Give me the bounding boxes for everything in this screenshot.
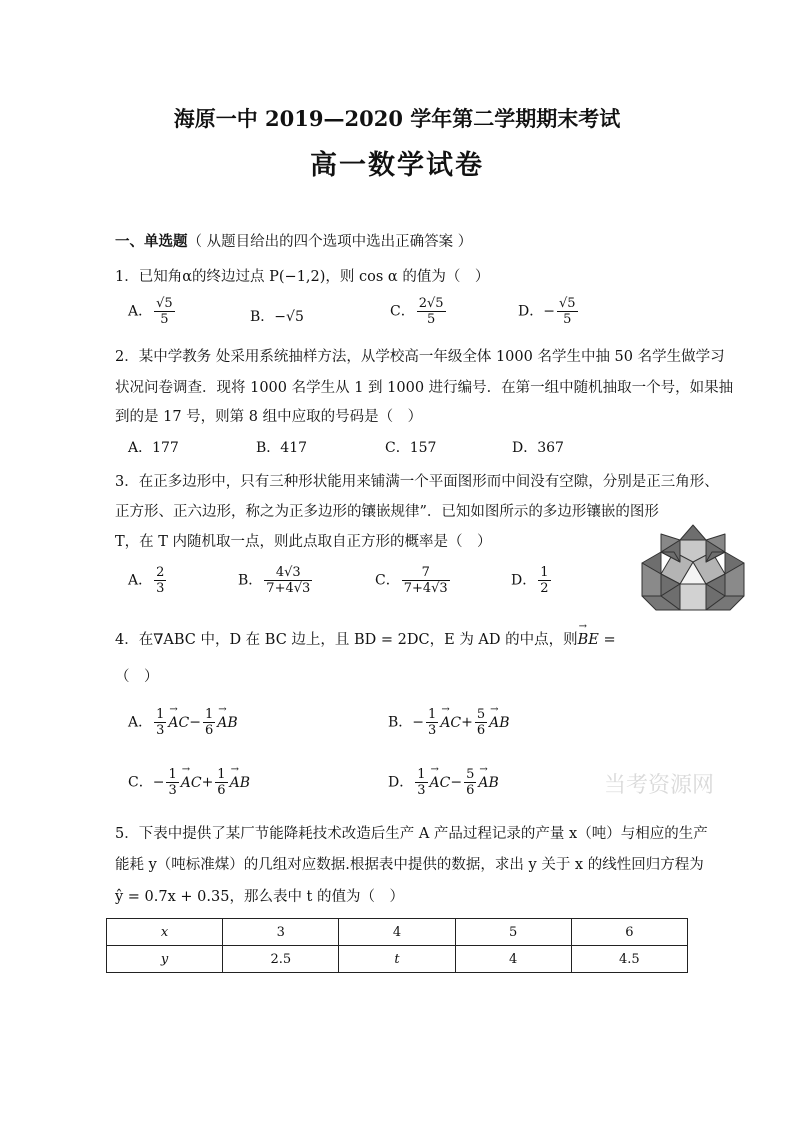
sign: +: [201, 774, 214, 791]
table-cell: 6: [571, 919, 687, 946]
fraction: [426, 707, 438, 738]
q1-option-b: [250, 306, 304, 326]
denominator: 6: [204, 723, 214, 738]
numerator: 1: [217, 767, 226, 782]
q4-paren: （ ）: [115, 669, 159, 685]
fraction: [203, 707, 215, 738]
table-cell: t: [339, 946, 455, 973]
q3-option-c: [375, 565, 452, 596]
q2-option-d: D．367: [512, 440, 564, 456]
table-cell: 5: [455, 919, 571, 946]
table-cell: 4: [455, 946, 571, 973]
table-cell: y: [107, 946, 223, 973]
q3-line1: 3．在正多边形中，只有三种形状能用来铺满一个平面图形而中间没有空隙，分别是正三角形、: [115, 474, 719, 490]
fraction: [215, 767, 227, 798]
sign: −: [412, 714, 425, 731]
denominator: 5: [563, 312, 572, 327]
option-label: C．: [375, 572, 400, 589]
fraction: [264, 565, 312, 596]
tessellation-figure: [636, 520, 750, 628]
option-label: C．: [128, 774, 153, 791]
q3-line3: T，在 T 内随机取一点，则此点取自正方形的概率是（ ）: [115, 534, 492, 550]
vector: → AB: [478, 775, 498, 791]
q2-option-a: A．177: [128, 440, 179, 456]
q4-stem-text: 4．在∇ABC 中，D 在 BC 边上，且 BD = 2DC，E 为 AD 的中点，则: [115, 632, 578, 648]
numerator: 1: [417, 767, 426, 782]
numerator: 1: [204, 707, 214, 722]
option-label: B．: [238, 572, 263, 589]
q2-option-b: B．417: [256, 440, 308, 456]
numerator: 4√3: [264, 565, 312, 581]
numerator: 2: [156, 565, 165, 580]
q2-line1: 2．某中学教务 处采用系统抽样方法，从学校高一年级全体 1000 名学生中抽 50 名学生做学习: [115, 349, 725, 365]
data-table: [106, 918, 688, 973]
denominator: 6: [217, 783, 226, 798]
exam-subtitle: 高一数学试卷: [310, 150, 484, 181]
table-cell: 3: [223, 919, 339, 946]
equals-sign: =: [598, 632, 616, 648]
denominator: 3: [428, 723, 437, 738]
q5-line1: 5．下表中提供了某厂节能降耗技术改造后生产 A 产品过程记录的产量 x（吨）与相应的生产: [115, 826, 708, 842]
vector-be: → BE: [578, 632, 599, 648]
numerator: 5: [466, 767, 475, 782]
fraction: [402, 565, 450, 596]
denominator: 7+4√3: [403, 581, 448, 596]
sign: +: [461, 714, 473, 731]
q1-option-a: [128, 296, 177, 327]
vector: → AB: [230, 775, 250, 791]
table-cell: 4: [339, 919, 455, 946]
table-row: [107, 946, 688, 973]
watermark: 当考资源网: [604, 773, 715, 798]
denominator: 2: [540, 581, 549, 596]
q4-stem: [115, 628, 616, 649]
option-label: B．: [388, 714, 413, 731]
q2-option-c: C．157: [385, 440, 437, 456]
section-heading: [115, 230, 472, 251]
table-row: [107, 919, 688, 946]
q1-option-d: [518, 296, 580, 327]
bottom-square: [680, 584, 706, 610]
option-value: −√5: [274, 309, 304, 325]
sign: −: [152, 774, 165, 791]
option-label: B．: [250, 309, 275, 325]
denominator: 5: [160, 312, 169, 327]
vector: → AC: [181, 775, 202, 791]
fraction: [538, 565, 550, 596]
option-label: A．: [128, 303, 153, 320]
section-note: （ 从题目给出的四个选项中选出正确答案 ）: [187, 234, 473, 250]
option-label: D．: [511, 572, 537, 589]
q3-option-d: [511, 565, 553, 596]
numerator: 1: [156, 707, 165, 722]
q1-option-c: [390, 296, 448, 327]
numerator: √5: [156, 296, 173, 311]
sign: −: [450, 774, 463, 791]
vector: → AC: [168, 715, 189, 731]
q4-option-c: [128, 767, 250, 798]
denominator: 3: [417, 783, 426, 798]
numerator: √5: [558, 296, 576, 311]
numerator: 5: [476, 707, 486, 722]
numerator: 1: [428, 707, 437, 722]
q4-option-d: [388, 767, 499, 798]
option-label: A．: [128, 572, 153, 589]
numerator: 2√5: [418, 296, 444, 311]
option-label: C．: [390, 303, 415, 320]
vector: → AC: [440, 715, 461, 731]
fraction: [154, 565, 166, 596]
fraction: [464, 767, 476, 798]
q2-line2: 状况问卷调查．现将 1000 名学生从 1 到 1000 进行编号．在第一组中随机抽取一个号，如果抽: [115, 380, 734, 396]
fraction: [417, 296, 446, 327]
fraction: [557, 296, 578, 327]
numerator: 1: [540, 565, 549, 580]
q4-option-b: [388, 707, 510, 738]
q3-option-a: [128, 565, 168, 596]
denominator: 3: [156, 723, 165, 738]
fraction: [415, 767, 427, 798]
option-label: A．: [128, 714, 153, 731]
denominator: 5: [426, 312, 436, 327]
denominator: 6: [476, 723, 486, 738]
q2-line3: 到的是 17 号，则第 8 组中应取的号码是（ ）: [115, 409, 423, 425]
q3-option-b: [238, 565, 314, 596]
q4-option-a: [128, 707, 238, 738]
top-triangle: [680, 525, 706, 540]
sign: −: [189, 714, 201, 731]
exam-title: 海原一中 2019—2020 学年第二学期期末考试: [173, 106, 621, 131]
fraction: [154, 296, 175, 327]
fraction: [475, 707, 487, 738]
vector: → AC: [430, 775, 451, 791]
table-cell: 2.5: [223, 946, 339, 973]
denominator: 6: [466, 783, 475, 798]
denominator: 3: [168, 783, 177, 798]
q5-line3: ŷ = 0.7x + 0.35，那么表中 t 的值为（ ）: [115, 889, 404, 905]
fraction: [166, 767, 178, 798]
option-label: D．: [518, 303, 544, 320]
denominator: 3: [156, 581, 165, 596]
section-title: 一、单选题: [115, 233, 188, 250]
sign: −: [543, 303, 555, 320]
q5-line2: 能耗 y（吨标准煤）的几组对应数据.根据表中提供的数据，求出 y 关于 x 的线性回归方程为: [115, 857, 704, 873]
vector: → AB: [217, 715, 237, 731]
numerator: 7: [402, 565, 450, 581]
q1-stem: 1．已知角α的终边过点 P(−1,2)，则 cos α 的值为（ ）: [115, 269, 490, 285]
q3-line2: 正方形、正六边形，称之为正多边形的镶嵌规律”．已知如图所示的多边形镶嵌的图形: [115, 504, 659, 520]
fraction: [154, 707, 166, 738]
vector: → AB: [489, 715, 509, 731]
table-cell: x: [107, 919, 223, 946]
numerator: 1: [168, 767, 177, 782]
option-label: D．: [388, 774, 414, 791]
denominator: 7+4√3: [266, 581, 311, 596]
table-cell: 4.5: [571, 946, 687, 973]
